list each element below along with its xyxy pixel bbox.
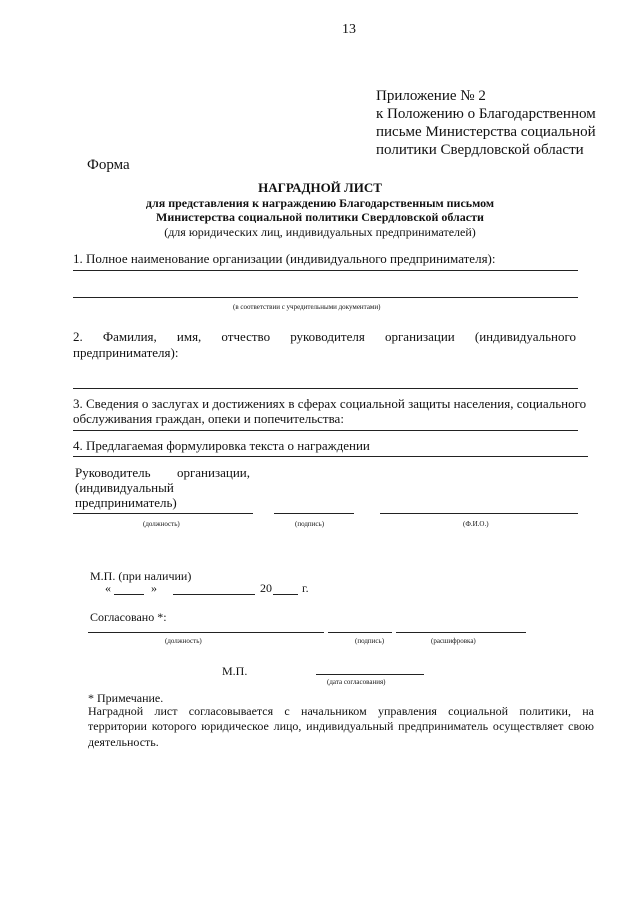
section-3-line[interactable] [73,430,578,431]
agreed-mp: М.П. [222,664,248,678]
signature-line-2: (индивидуальный [75,480,174,495]
signature-position-line[interactable] [73,513,253,514]
agreed-sign-line[interactable] [328,632,392,633]
agreed-label: Согласовано *: [90,610,167,624]
section-4-line[interactable] [73,456,588,457]
signature-line-3: предприниматель) [75,495,177,510]
document-title: НАГРАДНОЙ ЛИСТ [258,180,382,195]
signature-name-line[interactable] [380,513,578,514]
section-3-line-2: обслуживания граждан, опеки и попечительства: [73,411,344,426]
section-3-line-1: 3. Сведения о заслугах и достижениях в сферах социальной защиты населения, социального [73,396,587,411]
section-1-line-2[interactable] [73,297,578,298]
appendix-line-2: к Положению о Благодарственном [376,106,596,122]
date-month-line[interactable] [173,594,255,595]
agreed-position-line[interactable] [88,632,324,633]
section-2-line-1: 2. Фамилия, имя, отчество руководителя организации (индивидуального [73,329,576,344]
section-1-hint: (в соответствии с учредительными документами) [233,303,381,311]
note-text-line-1: Наградной лист согласовывается с начальником управления социальной политики, на [88,704,594,718]
agreed-position-hint: (должность) [165,637,202,645]
date-day-line[interactable] [114,594,144,595]
note-text-line-2: территории которого юридическое лицо, индивидуальный предприниматель осуществляет свою [88,719,594,733]
date-quote-close: » [151,581,157,595]
appendix-line-3: письме Министерства социальной [376,124,596,140]
page-number: 13 [342,22,356,37]
agreed-date-line[interactable] [316,674,424,675]
signature-sign-hint: (подпись) [295,520,325,528]
section-4-label: 4. Предлагаемая формулировка текста о награждении [73,438,370,453]
note-text-line-3: деятельность. [88,735,159,749]
agreed-sign-hint: (подпись) [355,637,385,645]
appendix-line-1: Приложение № 2 [376,88,486,104]
date-quote-open: « [105,581,111,595]
form-label: Форма [87,157,130,173]
agreed-decode-line[interactable] [396,632,526,633]
signature-name-hint: (Ф.И.О.) [463,520,489,528]
section-2-line-2: предпринимателя): [73,345,179,360]
date-year-suffix: г. [302,581,309,595]
title-subline-2: Министерства социальной политики Свердловской области [156,210,484,224]
title-subline-3: (для юридических лиц, индивидуальных предпринимателей) [164,225,476,239]
appendix-line-4: политики Свердловской области [376,142,584,158]
signature-line-1: Руководитель организации, [75,465,250,480]
signature-position-hint: (должность) [143,520,180,528]
note-title: * Примечание. [88,691,164,705]
stamp-label: М.П. (при наличии) [90,569,192,583]
agreed-decode-hint: (расшифровка) [431,637,476,645]
signature-sign-line[interactable] [274,513,354,514]
title-subline-1: для представления к награждению Благодарственным письмом [145,196,495,210]
date-year-prefix: 20 [260,581,272,595]
section-1-line-1[interactable] [73,270,578,271]
agreed-date-hint: (дата согласования) [327,678,386,686]
section-1-label: 1. Полное наименование организации (индивидуального предпринимателя): [73,251,496,266]
section-2-line[interactable] [73,388,578,389]
date-year-line[interactable] [273,594,298,595]
